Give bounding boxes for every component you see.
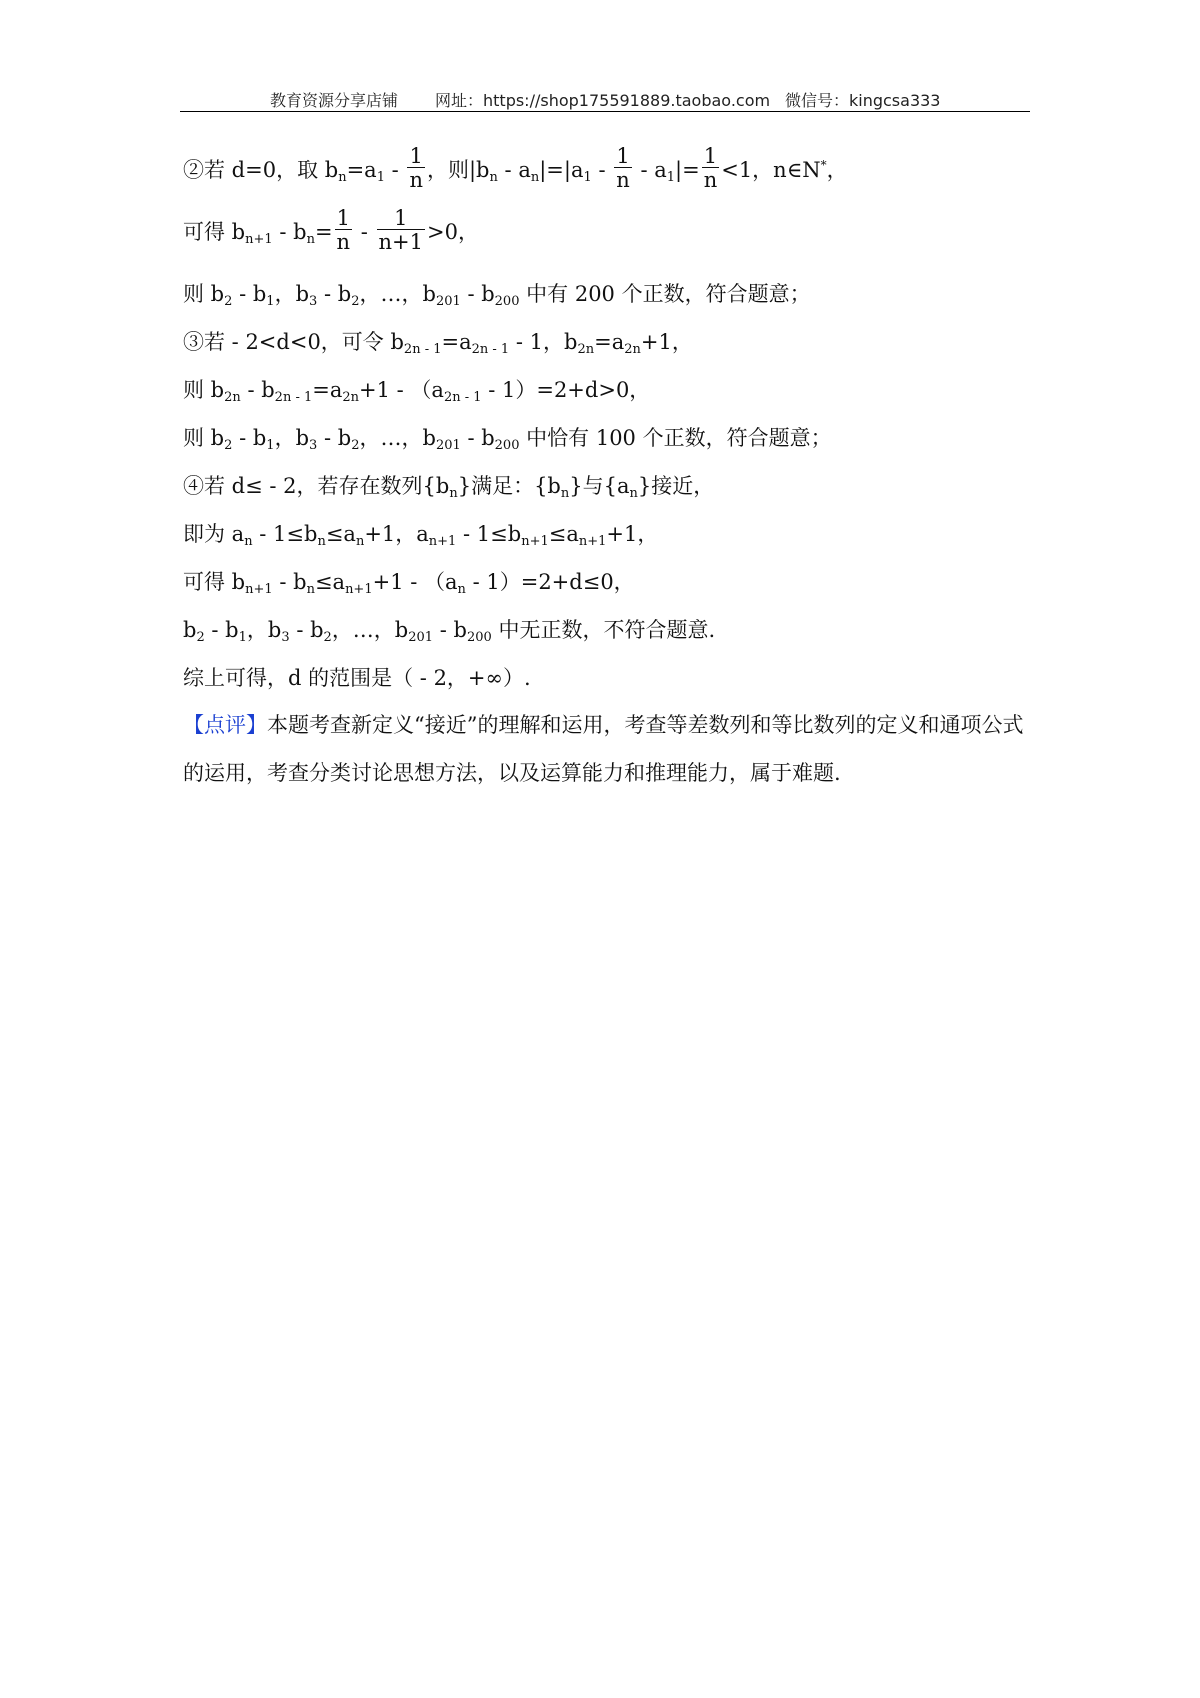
fraction: $\frac{1}{n}$	[616, 144, 630, 192]
shop-url[interactable]: 网址：https://shop175591889.taobao.com	[435, 91, 771, 110]
solution-conclusion: 综上可得，d 的范围是（ - 2，+∞）.	[183, 666, 531, 690]
solution-line-case3: ③若 - 2<d<0，可令 b2n - 1=a2n - 1 - 1，b2n=a2n+1，	[183, 330, 693, 357]
fraction: $\frac{1}{n}$	[409, 144, 423, 192]
comment-label: 【点评】	[183, 713, 267, 737]
solution-line: 即为 an - 1≤bn≤an+1，an+1 - 1≤bn+1≤an+1+1，	[183, 522, 659, 549]
solution-line: b2 - b1，b3 - b2，…，b201 - b200 中无正数，不符合题意.	[183, 618, 716, 645]
solution-line: 则 b2n - b2n - 1=a2n+1 - （a2n - 1 - 1）=2+d>0，	[183, 378, 651, 405]
fraction: $\frac{1}{n+1}$	[378, 206, 424, 254]
page-header	[180, 84, 1030, 114]
wechat-id: 微信号：kingcsa333	[785, 91, 941, 110]
solution-line-case4: ④若 d≤ - 2，若存在数列{bn}满足：{bn}与{an}接近，	[183, 474, 715, 501]
header-divider	[180, 111, 1030, 112]
solution-line-difference: 可得 bn+1 - bn= $\frac{1}{n}$ - $\frac{1}{n+1}$ >0，	[183, 206, 479, 254]
solution-line-case2: ②若 d=0，取 bn=a1 - $\frac{1}{n}$ ，则|bn - an|=|a1 - $\frac{1}{n}$ - a1|= $\frac{1}{n}$ <1，n∈N*，	[183, 144, 848, 192]
solution-line: 可得 bn+1 - bn≤an+1+1 - （an - 1）=2+d≤0，	[183, 570, 635, 597]
fraction: $\frac{1}{n}$	[336, 206, 351, 254]
shop-name: 教育资源分享店铺	[270, 91, 399, 110]
solution-line: 则 b2 - b1，b3 - b2，…，b201 - b200 中恰有 100 个正数，符合题意；	[183, 426, 832, 453]
comment-text: 本题考查新定义“接近”的理解和运用，考查等差数列和等比数列的定义和通项公式的运用，考查分类讨论思想方法，以及运算能力和推理能力，属于难题.	[183, 713, 1024, 785]
solution-line: 则 b2 - b1，b3 - b2，…，b201 - b200 中有 200 个正数，符合题意；	[183, 282, 811, 309]
fraction: $\frac{1}{n}$	[703, 144, 718, 192]
comment-paragraph	[183, 701, 1028, 797]
